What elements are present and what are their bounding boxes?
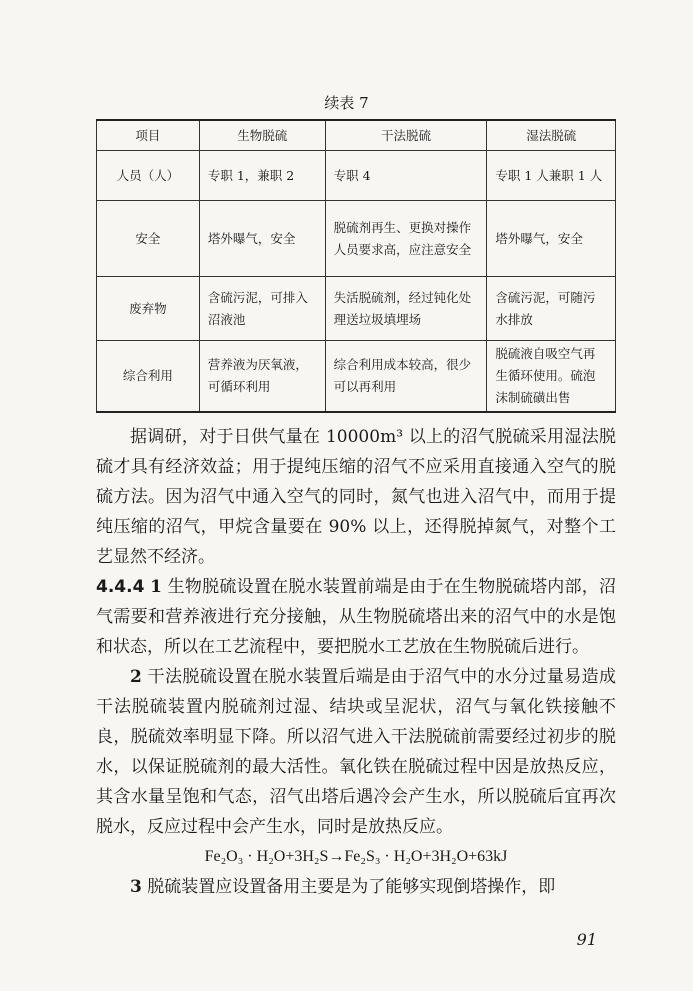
item-number: 1: [150, 577, 162, 597]
table-cell: 专职 4: [325, 151, 487, 201]
item-number: 2: [130, 667, 142, 687]
table-cell: 综合利用成本较高，很少可以再利用: [325, 341, 487, 413]
paragraph-text: 生物脱硫设置在脱水装置前端是由于在生物脱硫塔内部，沼气需要和营养液进行充分接触，从生物脱硫塔出来的沼气中的水是饱和状态，所以在工艺流程中，要把脱水工艺放在生物脱硫后进行。: [96, 577, 617, 657]
body-text: [96, 422, 616, 902]
comparison-table: [96, 119, 616, 413]
item-number: 3: [130, 877, 142, 897]
paragraph: [96, 872, 616, 902]
table-header-row: [97, 120, 616, 151]
paragraph: 据调研，对于日供气量在 10000m³ 以上的沼气脱硫采用湿法脱硫才具有经济效益；用于提纯压缩的沼气不应采用直接通入空气的脱硫方法。因为沼气中通入空气的同时，氮气也进入沼气中，而用于提纯压缩的沼气，甲烷含量要在 90% 以上，还得脱掉氮气，对整个工艺显然不经济。: [96, 427, 616, 567]
table-cell: 人员（人）: [97, 151, 200, 201]
header-item: 项目: [97, 120, 200, 151]
paragraph: [96, 662, 616, 842]
header-wet: 湿法脱硫: [487, 120, 616, 151]
table-cell: 含硫污泥，可排入沼液池: [199, 277, 325, 341]
table-cell: 综合利用: [97, 341, 200, 413]
table-cell: 安全: [97, 201, 200, 277]
header-bio: 生物脱硫: [199, 120, 325, 151]
header-dry: 干法脱硫: [325, 120, 487, 151]
paragraph-text: 脱硫装置应设置备用主要是为了能够实现倒塔操作，即: [147, 877, 556, 897]
section-number: 4.4.4: [96, 577, 145, 597]
chemical-formula: Fe₂O₃ · H₂O+3H₂S→Fe₂S₃ · H₂O+3H₂O+63kJ: [204, 848, 508, 865]
table-cell: 专职 1，兼职 2: [199, 151, 325, 201]
page-number: 91: [576, 930, 597, 949]
table-row: [97, 277, 616, 341]
table-cell: 废弃物: [97, 277, 200, 341]
table-cell: 专职 1 人兼职 1 人: [487, 151, 616, 201]
table-caption: 续表 7: [324, 94, 369, 112]
table-cell: 营养液为厌氧液，可循环利用: [199, 341, 325, 413]
paragraph: [96, 572, 616, 662]
paragraph-text: 干法脱硫设置在脱水装置后端是由于沼气中的水分过量易造成干法脱硫装置内脱硫剂过湿、结块或呈泥状，沼气与氧化铁接触不良，脱硫效率明显下降。所以沼气进入干法脱硫前需要经过初步的脱水，以保证脱硫剂的最大活性。氧化铁在脱硫过程中因是放热反应，其含水量呈饱和气态，沼气出塔后遇冷会产生水，所以脱硫后宜再次脱水，反应过程中会产生水，同时是放热反应。: [96, 667, 616, 837]
table-cell: 含硫污泥，可随污水排放: [487, 277, 616, 341]
table-cell: 失活脱硫剂，经过钝化处理送垃圾填埋场: [325, 277, 487, 341]
table-cell: 塔外曝气，安全: [199, 201, 325, 277]
table-row: [97, 201, 616, 277]
table-cell: 脱硫液自吸空气再生循环使用。硫泡沫制硫磺出售: [487, 341, 616, 413]
table-row: [97, 151, 616, 201]
table-cell: 脱硫剂再生、更换对操作人员要求高，应注意安全: [325, 201, 487, 277]
table-row: [97, 341, 616, 413]
table-cell: 塔外曝气，安全: [487, 201, 616, 277]
